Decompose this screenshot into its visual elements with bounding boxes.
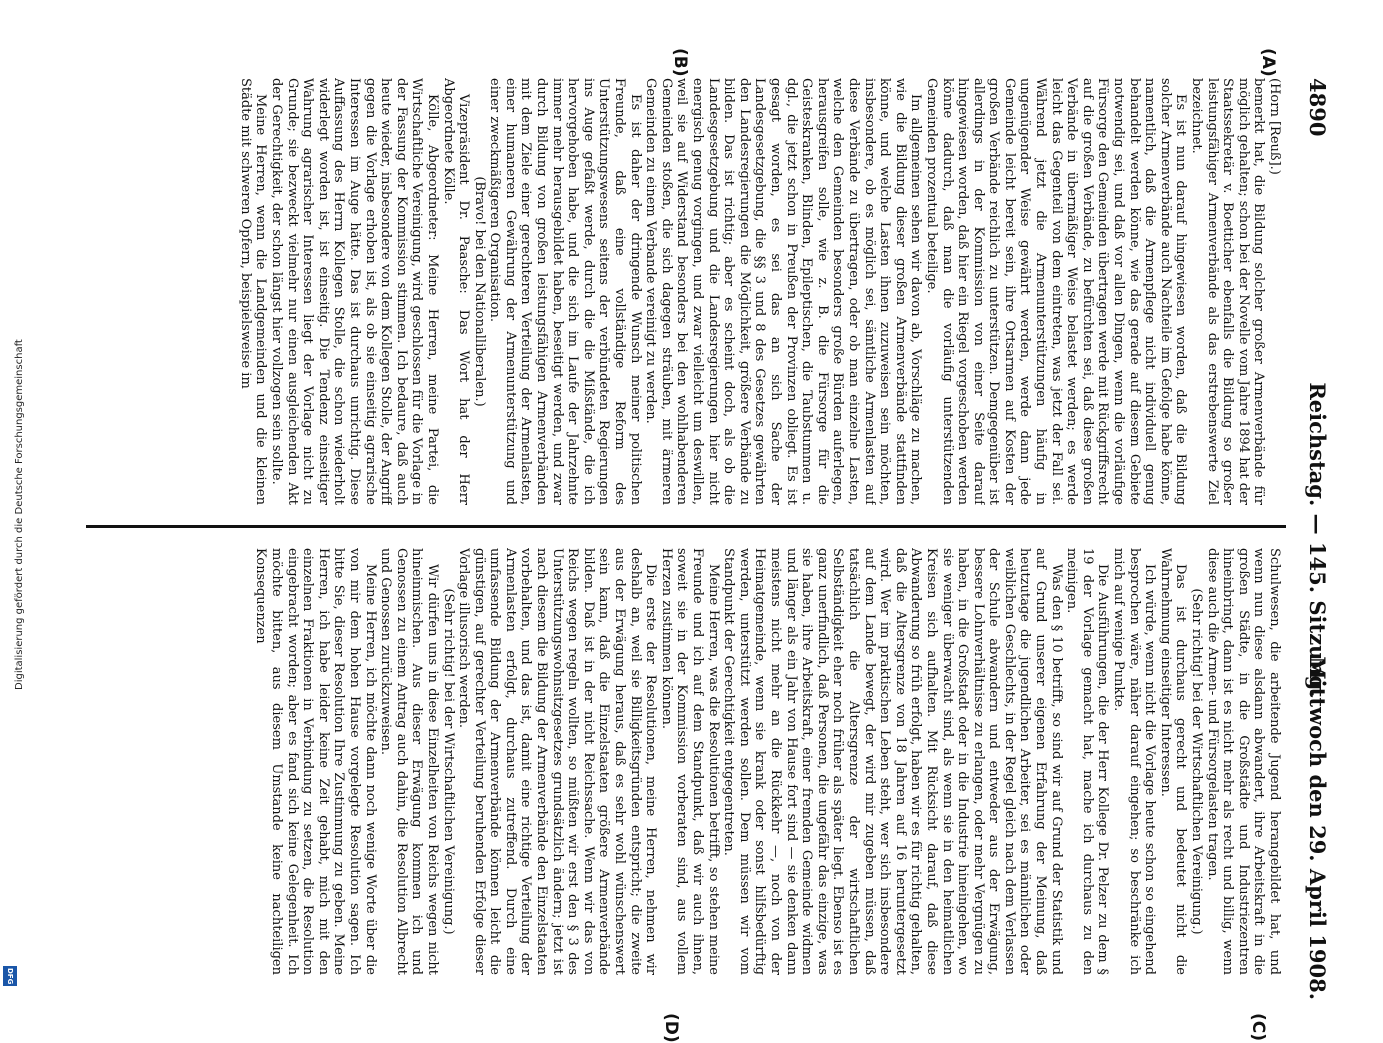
paragraph: bemerkt hat, die Bildung solcher großer Armenverbände für möglich gehalten; schon bei der Novelle vom Jahre 1894 hat der Staatssekretär v. Boetticher ebenfalls die Bildung so großer leistungsfähiger Armenverbände als das erstrebenswerte Ziel bezeichnet.: [1189, 78, 1267, 505]
interjection: (Bravo! bei den Nationalliberalen.): [471, 176, 487, 407]
margin-marker-a: (A): [1258, 48, 1278, 77]
digitization-sidenote: Digitalisierung gefördert durch die Deutsche Forschungsgemeinschaft: [14, 339, 25, 690]
margin-marker-c: (C): [1248, 1013, 1268, 1042]
interjection: (Sehr richtig! bei der Wirtschaftlichen Vereinigung.): [1189, 588, 1205, 935]
paragraph: Meine Herren, was die Resolutionen betrifft, so stehen meine Freunde und ich auf dem Standpunkt, daß wir auch ihnen, soweit sie in der Kommission vorberaten sind, aus vollem Herzen zustimmen können.: [658, 548, 721, 975]
paragraph: Was den § 10 betrifft, so sind wir auf Grund der Statistik und auf Grund unserer eigenen Erfahrung der Meinung, daß heutzutage die jugendlichen Arbeiter, sei es männlichen oder weiblichen Geschlechts, in der Regel gleich nach dem Verlassen der Schule abwandern und entweder aus der Erwägung, bessere Lohnverhältnisse zu erlangen, oder mehr Vergnügen zu haben, in die Großstadt oder in die Industrie hineingehen, wo sie weniger überwacht sind, als wenn sie in den heimatlichen Kreisen sich aufhalten. Mit Rücksicht darauf, daß diese Abwanderung so früh erfolgt, haben wir es für richtig gehalten, daß die Altersgrenze von 18 Jahren auf 16 heruntergesetzt wird. Wer im praktischen Leben steht, wer sich insbesondere auf dem Lande bewegt, der wird mir zugeben müssen, daß tatsächlich die Altersgrenze der wirtschaftlichen Selbständigkeit eher noch früher als später liegt. Ebenso ist es ganz unerfindlich, daß Personen, die ungefähr das einzige, was sie haben, ihre Arbeitskraft, einer fremden Gemeinde widmen und länger als ein Jahr von Hause fort sind — sie denken dann meistens nicht mehr an die Rückkehr —, noch von der Heimatgemeinde, wenn sie krank oder sonst hilfsbedürftig werden, unterstützt werden sollen. Dem müssen wir vom Standpunkt der Gerechtigkeit entgegentreten.: [721, 548, 1064, 975]
margin-marker-d: (D): [661, 1013, 681, 1043]
paragraph: Es ist daher der dringende Wunsch meiner politischen Freunde, daß eine vollständige Reform des Unterstützungswesens seitens der verbündeten Regierungen ins Auge gefaßt werde, durch die die Mißstände, die ich hervorgehoben habe, und die sich im Laufe der Jahrzehnte immer mehr herausgebildet haben, beseitigt werden, und zwar durch Bildung von großen leistungsfähigen Armenverbänden mit dem Ziele einer gerechteren Verteilung der Armenlasten, einer humaneren Gewährung der Armenunterstützung und einer zweckmäßigeren Organisation.: [487, 78, 643, 505]
session-date: Mittwoch den 29. April 1908.: [1305, 656, 1330, 1000]
paragraph: Die Ausführungen, die der Herr Kollege Dr. Pelzer zu dem § 19 der Vorlage gemacht hat, mache ich durchaus zu den meinigen.: [1064, 548, 1111, 975]
paragraph: Ich würde, wenn nicht die Vorlage heute schon so eingehend besprochen wäre, näher darauf eingehen; so beschränke ich mich auf wenige Punkte.: [1111, 548, 1158, 975]
paragraph: Im allgemeinen sehen wir davon ab, Vorschläge zu machen, wie die Bildung dieser großen Armenverbände stattfinden könne, und welche Lasten ihnen zuzuweisen sein möchten, insbesondere, ob es möglich sei, sämtliche Armenlasten auf diese Verbände zu übertragen, oder ob man einzelne Lasten, welche den Gemeinden besonders große Bürden auferlegen, herausgreifen solle, wie z. B. die Fürsorge für die Geisteskranken, Blinden, Epileptischen, die Taubstummen u. dgl., die jetzt schon in Preußen der Provinzen obliegt. Es ist gesagt worden, es sei das an sich Sache der Landesgesetzgebung, die §§ 3 und 8 des Gesetzes gewährten den Landesregierungen die Möglichkeit, größere Verbände zu bilden. Das ist richtig; aber es scheint doch, als ob die Landesgesetzgebung und die Landesregierungen hier nicht energisch genug vorgingen, und zwar vielleicht um deswillen, weil sie auf Widerstand besonders bei den wohlhabenderen Gemeinden stoßen, die sich dagegen sträuben, mit ärmeren Gemeinden zu einem Verbande vereinigt zu werden.: [643, 78, 924, 505]
paragraph: Meine Herren, wenn die Landgemeinden und die kleinen Städte mit schweren Opfern, beispielsweise im: [237, 78, 269, 505]
dfg-logo: DFG: [3, 966, 17, 986]
session-title: Reichstag. — 145. Sitzung.: [1305, 382, 1330, 698]
paragraph: Schulwesen, die arbeitende Jugend herangebildet hat, und wenn nun diese alsdann abwandert, ihre Arbeitskraft in die großen Städte, in die Großstädte und Industriezentren hineinbringt, dann ist es nicht mehr als recht und billig, wenn diese auch die Armen- und Fürsorgelasten tragen.: [1204, 548, 1282, 975]
document-page: [76, 48, 1336, 1043]
paragraph: (Horn [Reuß].): [1267, 78, 1282, 175]
right-column: [87, 548, 1282, 975]
column-divider: [86, 525, 1286, 528]
page-number: 4890: [1305, 78, 1330, 137]
left-column: [87, 78, 1282, 505]
paragraph: Vizepräsident Dr. Paasche: Das Wort hat der Herr Abgeordnete Kölle.: [440, 78, 472, 505]
paragraph: Die erste der Resolutionen, meine Herren, nehmen wir deshalb an, weil sie Billigkeitsgründen entspricht; die zweite aus der Erwägung heraus, daß es sehr wohl wünschenswert sein kann, daß die Einzelstaaten größere Armenverbände bilden. Daß ist in der nicht Reichssache. Wenn wir das von Reichs wegen regeln wollten, so müßten wir erst den § 3 des Unterstützungswohnsitzgesetzes grundsätzlich ändern; jetzt ist nach diesem die Bildung der Armenverbände den Einzelstaaten vorbehalten, und das ist, damit eine richtige Verteilung der Armenlasten erfolgt, durchaus zutreffend. Durch eine umfassende Bildung der Armenverbände können leicht die günstigen, auf gerechter Verteilung beruhenden Erfolge dieser Vorlage illusorisch werden.: [456, 548, 659, 975]
page-header: [1296, 78, 1336, 1000]
interjection: (Sehr richtig! bei der Wirtschaftlichen Vereinigung.): [440, 588, 456, 935]
paragraph: Wir dürfen uns in diese Einzelheiten von Reichs wegen nicht hineinmischen. Aus dieser Erwägung kommen ich und Genossen zu einem Antrag auch dahin, die Resolution Albrecht und Genossen zurückzuweisen.: [378, 548, 440, 975]
paragraph: Das ist durchaus gerecht und bedeutet nicht die Wahrnehmung einseitiger Interessen.: [1157, 548, 1189, 975]
paragraph: Meine Herren, ich möchte dann noch wenige Worte über die von mir dem hohen Hause vorgelegte Resolution sagen. Ich bitte Sie, dieser Resolution Ihre Zustimmung zu geben. Meine Herren, ich habe leider keine Zeit gehabt, mich mit den einzelnen Fraktionen in Verbindung zu setzen, die Resolution eingebracht worden; aber es fand sich keine Gelegenheit. Ich möchte bitten, aus diesem Umstande keine nachteiligen Konsequenzen: [253, 548, 378, 975]
paragraph: Es ist nun darauf hingewiesen worden, daß die Bildung solcher Armenverbände auch Nachteile im Gefolge habe könne, namentlich, daß die Armenpflege nicht individuell genug behandelt werden könne, wie das gerade auf diesem Gebiete notwendig sei, und daß vor allen Dingen, wenn die vorläufige Fürsorge den Gemeinden übertragen werde mit Rückgriffsrecht auf die großen Verbände, zu befürchten sei, daß diese großen Verbände in übermäßiger Weise belastet werden; es werde leicht das Gegenteil von dem eintreten, was jetzt der Fall sei. Während jetzt die Armenunterstützungen häufig in ungenügender Weise gewährt werden, werde dann jede Gemeinde leicht bereit sein, ihre Ortsarmen auf Kosten der großen Verbände reichlich zu unterstützen. Demgegenüber ist allerdings in der Kommission von einer Seite darauf hingewiesen worden, daß hier ein Riegel vorgeschoben werden könne dadurch, daß man die vorläufig unterstützenden Gemeinden prozentual beteilige.: [923, 78, 1189, 505]
paragraph: Kölle, Abgeordneter: Meine Herren, meine Partei, die Wirtschaftliche Vereinigung, wird geschlossen für die Vorlage in der Fassung der Kommission stimmen. Ich bedaure, daß auch heute wieder, insbesondere von dem Kollegen Stolle, der Angriff gegen die Vorlage erhoben ist, als ob sie einseitig agrarische Interessen im Auge hätte. Das ist durchaus unrichtig. Diese Auffassung des Herrn Kollegen Stolle, die schon wiederholt widerlegt worden ist, ist einseitig. Die Tendenz einseitiger Wahrung agrarischer Interessen liegt der Vorlage nicht zu Grunde; sie bezweckt vielmehr nur einen ausgleichenden Akt der Gerechtigkeit, der schon längst hier vollzogen sein sollte.: [269, 78, 440, 505]
margin-marker-b: (B): [670, 48, 690, 77]
